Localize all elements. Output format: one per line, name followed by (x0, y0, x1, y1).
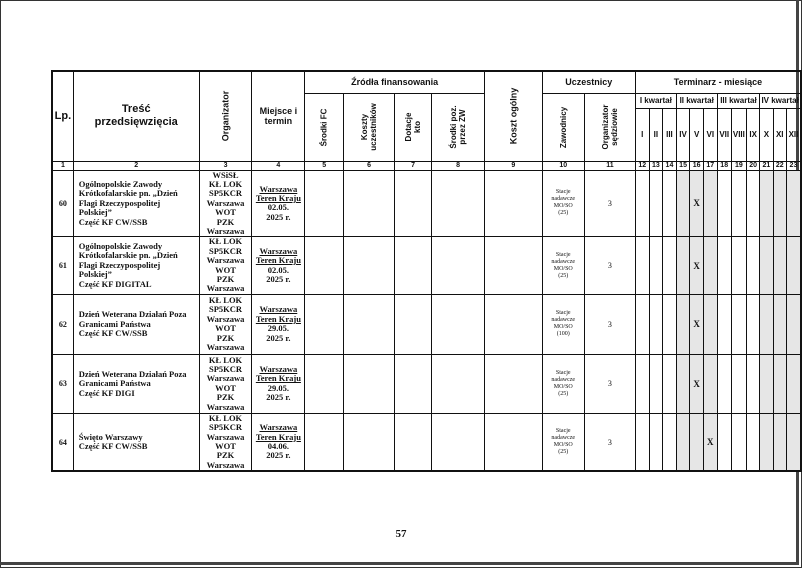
row-miejsce-line: Warszawa (259, 304, 298, 315)
row-month-cell (717, 413, 731, 471)
row-month-cell (703, 354, 717, 413)
row-zawodnicy-line: MO/SO (553, 203, 573, 210)
row-empty-cell (344, 413, 395, 471)
row-miejsce (252, 237, 305, 294)
row-empty-cell (305, 294, 344, 354)
row-tresc-line: Część KF CW/SSB (78, 216, 148, 227)
row-organizator-line: KŁ LOK (208, 354, 243, 365)
row-miejsce-line: Warszawa (259, 245, 298, 256)
row-month-cell (717, 354, 731, 413)
row-month-cell (746, 354, 759, 413)
column-number: 19 (731, 161, 746, 170)
row-organizator-line: Warszawa (206, 197, 245, 208)
row-month-cell (773, 294, 786, 354)
row-tresc-line: Flagi Rzeczypospolitej (78, 197, 161, 208)
row-empty-cell (305, 170, 344, 237)
row-zawodnicy-line: (25) (558, 272, 569, 279)
row-zawodnicy-line: nadawcze (551, 376, 576, 383)
table-row (52, 170, 801, 237)
row-empty-cell (485, 237, 543, 294)
row-miejsce-line: 2025 r. (266, 332, 291, 343)
month-header: IV (676, 108, 690, 161)
row-month-cell (786, 413, 801, 471)
page-number: 57 (395, 528, 407, 540)
column-number: 20 (746, 161, 759, 170)
row-month-cell (635, 413, 649, 471)
row-empty-cell (485, 354, 543, 413)
row-zawodnicy-line: (25) (558, 449, 569, 456)
row-sedziowie: 3 (584, 354, 635, 413)
col-koszt-header (485, 71, 543, 161)
month-header: XI (773, 108, 786, 161)
row-month-mark: X (703, 413, 717, 471)
row-organizator-line: Warszawa (206, 225, 245, 236)
row-tresc-line: Część KF CW/SSB (78, 328, 148, 339)
month-header: VI (703, 108, 717, 161)
row-empty-cell (485, 413, 543, 471)
row-month-cell (663, 354, 677, 413)
row-zawodnicy (542, 170, 584, 237)
row-empty-cell (395, 237, 432, 294)
row-miejsce-line: Teren Kraju (255, 373, 301, 384)
tresc-header-text: Treść przedsięwzięcia (94, 103, 178, 129)
row-organizator-line: PZK (216, 392, 235, 403)
row-zawodnicy (542, 294, 584, 354)
row-month-cell (746, 237, 759, 294)
month-header: IX (746, 108, 759, 161)
row-tresc-line: Polskiej” (78, 269, 112, 280)
row-month-cell (676, 294, 690, 354)
row-tresc-line: Granicami Państwa (78, 318, 151, 329)
row-tresc-line: Ogólnopolskie Zawody (78, 178, 163, 189)
row-empty-cell (395, 294, 432, 354)
row-month-cell (731, 170, 746, 237)
row-sedziowie: 3 (584, 413, 635, 471)
row-month-cell (746, 294, 759, 354)
row-month-cell (760, 354, 773, 413)
row-miejsce-line: 2025 r. (266, 273, 291, 284)
row-organizator (199, 354, 252, 413)
row-miejsce-line: 29.05. (267, 323, 289, 334)
row-month-cell (746, 170, 759, 237)
month-header: I (635, 108, 649, 161)
row-organizator (199, 294, 252, 354)
row-zawodnicy-line: Stacje (555, 428, 571, 435)
row-empty-cell (432, 354, 485, 413)
row-month-mark: X (690, 354, 704, 413)
row-miejsce-line: 02.05. (267, 202, 289, 213)
row-tresc-line: Ogólnopolskie Zawody (78, 240, 163, 251)
quarter-2-header: II kwartał (676, 93, 717, 108)
row-organizator-line: Warszawa (206, 373, 245, 384)
row-month-cell (649, 170, 663, 237)
col-srodki-zw-header (432, 93, 485, 161)
row-month-cell (676, 354, 690, 413)
row-zawodnicy-line: nadawcze (551, 196, 576, 203)
month-header: III (663, 108, 677, 161)
row-month-cell (773, 237, 786, 294)
row-zawodnicy-line: nadawcze (551, 317, 576, 324)
row-month-cell (635, 237, 649, 294)
row-tresc (73, 170, 199, 237)
row-miejsce-line: 02.05. (267, 264, 289, 275)
column-number: 10 (542, 161, 584, 170)
row-empty-cell (485, 294, 543, 354)
row-zawodnicy-line: (25) (558, 210, 569, 217)
column-number: 9 (485, 161, 543, 170)
quarter-3-header: III kwartał (717, 93, 760, 108)
row-zawodnicy-line: Stacje (555, 369, 571, 376)
row-lp: 62 (52, 294, 73, 354)
koszt-header-text: Koszt ogólny (508, 88, 519, 145)
row-month-cell (663, 413, 677, 471)
column-number: 15 (676, 161, 690, 170)
row-tresc-line: Krótkofalarskie pn. „Dzień (78, 188, 178, 199)
row-month-cell (649, 237, 663, 294)
row-organizator-line: SP5KCR (209, 188, 243, 199)
row-empty-cell (305, 354, 344, 413)
row-month-cell (703, 170, 717, 237)
row-miejsce-line: 2025 r. (266, 450, 291, 461)
column-number: 11 (584, 161, 635, 170)
row-month-cell (731, 237, 746, 294)
row-month-cell (773, 354, 786, 413)
row-organizator-line: Warszawa (206, 283, 245, 294)
zrodla-header: Źródła finansowania (305, 71, 485, 93)
row-month-cell (649, 413, 663, 471)
uczestnicy-header: Uczestnicy (542, 71, 635, 93)
row-organizator-line: WOT (215, 207, 236, 218)
row-tresc-line: Polskiej” (78, 207, 112, 218)
row-organizator-line: SP5KCR (209, 304, 243, 315)
row-zawodnicy-line: nadawcze (551, 435, 576, 442)
row-month-cell (786, 237, 801, 294)
row-tresc-line: Dzień Weterana Działań Poza (78, 368, 187, 379)
row-empty-cell (395, 170, 432, 237)
row-month-cell (717, 170, 731, 237)
row-organizator-line: WSiSŁ (212, 170, 239, 180)
row-organizator-line: SP5KCR (209, 245, 243, 256)
row-organizator (199, 413, 252, 471)
row-tresc (73, 237, 199, 294)
column-number: 1 (52, 161, 73, 170)
quarter-1-header: I kwartał (635, 93, 676, 108)
row-organizator-line: WOT (215, 441, 236, 452)
row-tresc-line: Część KF DIGI (78, 387, 135, 398)
row-sedziowie: 3 (584, 170, 635, 237)
row-month-cell (663, 237, 677, 294)
row-month-cell (760, 294, 773, 354)
row-month-cell (760, 237, 773, 294)
row-zawodnicy (542, 413, 584, 471)
row-zawodnicy-line: MO/SO (553, 324, 573, 331)
header-row-1 (52, 71, 801, 93)
row-tresc-line: Część KF CW/SSB (78, 441, 148, 452)
row-organizator-line: Warszawa (206, 342, 245, 353)
row-month-cell (703, 294, 717, 354)
row-organizator-line: PZK (216, 273, 235, 284)
koszty-text: Koszty uczestników (360, 103, 379, 151)
row-zawodnicy-line: Stacje (555, 251, 571, 258)
row-lp: 61 (52, 237, 73, 294)
row-month-cell (731, 354, 746, 413)
row-organizator-line: Warszawa (206, 431, 245, 442)
row-empty-cell (395, 354, 432, 413)
row-tresc-line: Flagi Rzeczypospolitej (78, 259, 161, 270)
row-lp: 63 (52, 354, 73, 413)
row-month-cell (731, 413, 746, 471)
row-month-cell (786, 294, 801, 354)
row-empty-cell (432, 237, 485, 294)
quarter-4-header: IV kwartał (760, 93, 801, 108)
row-miejsce (252, 294, 305, 354)
row-sedziowie: 3 (584, 237, 635, 294)
row-month-cell (635, 170, 649, 237)
row-month-cell (649, 354, 663, 413)
row-month-cell (717, 237, 731, 294)
column-number: 8 (432, 161, 485, 170)
row-empty-cell (344, 354, 395, 413)
row-miejsce (252, 354, 305, 413)
column-number: 18 (717, 161, 731, 170)
row-organizator-line: WOT (215, 264, 236, 275)
col-miejsce-header (252, 71, 305, 161)
row-miejsce-line: 04.06. (267, 441, 289, 452)
organizator-header-text: Organizator (220, 90, 231, 142)
row-miejsce-line: Warszawa (259, 183, 298, 194)
sedziowie-text: Organizator sędziowie (600, 104, 619, 150)
row-month-cell (690, 413, 704, 471)
row-empty-cell (395, 413, 432, 471)
row-zawodnicy-line: (100) (556, 331, 570, 338)
month-header: II (649, 108, 663, 161)
row-organizator-line: PZK (216, 450, 235, 461)
srodki-fc-text: Środki FC (319, 108, 329, 146)
column-number: 22 (773, 161, 786, 170)
column-number: 16 (690, 161, 704, 170)
row-organizator-line: Warszawa (206, 401, 245, 412)
row-empty-cell (432, 413, 485, 471)
row-zawodnicy-line: nadawcze (551, 258, 576, 265)
row-miejsce-line: Teren Kraju (255, 193, 301, 204)
row-miejsce-line: 2025 r. (266, 392, 291, 403)
month-header: VIII (731, 108, 746, 161)
row-tresc-line: Dzień Weterana Działań Poza (78, 309, 187, 320)
row-organizator-line: PZK (216, 216, 235, 227)
table-row (52, 413, 801, 471)
row-miejsce-line: Teren Kraju (255, 313, 301, 324)
row-zawodnicy (542, 354, 584, 413)
row-sedziowie: 3 (584, 294, 635, 354)
col-tresc-header (73, 71, 199, 161)
row-month-cell (635, 354, 649, 413)
row-organizator-line: WOT (215, 323, 236, 334)
month-header: VII (717, 108, 731, 161)
column-number: 7 (395, 161, 432, 170)
col-zawodnicy-header (542, 93, 584, 161)
srodki-zw-text: Środki poz. przez ZW (449, 105, 468, 149)
column-number: 23 (786, 161, 801, 170)
row-month-cell (635, 294, 649, 354)
row-miejsce-line: 29.05. (267, 382, 289, 393)
table-row (52, 354, 801, 413)
column-number-row (52, 161, 801, 170)
row-miejsce-line: Teren Kraju (255, 431, 301, 442)
column-number: 3 (199, 161, 252, 170)
row-empty-cell (305, 413, 344, 471)
row-tresc-line: Granicami Państwa (78, 378, 151, 389)
row-zawodnicy-line: MO/SO (553, 265, 573, 272)
row-organizator-line: KŁ LOK (208, 236, 243, 247)
row-organizator-line: SP5KCR (209, 422, 243, 433)
row-tresc-line: Święto Warszawy (78, 431, 143, 442)
zawodnicy-text: Zawodnicy (558, 106, 568, 148)
row-zawodnicy-line: Stacje (555, 189, 571, 196)
month-header: XII (786, 108, 801, 161)
row-empty-cell (344, 294, 395, 354)
col-srodki-fc-header (305, 93, 344, 161)
row-month-cell (760, 170, 773, 237)
row-month-cell (663, 294, 677, 354)
row-month-mark: X (690, 170, 704, 237)
schedule-table (51, 70, 802, 472)
miejsce-header-text: Miejsce i termin (259, 106, 298, 127)
row-month-cell (773, 413, 786, 471)
row-lp: 64 (52, 413, 73, 471)
row-empty-cell (344, 170, 395, 237)
col-koszty-header (344, 93, 395, 161)
terminarz-header: Terminarz - miesiące (635, 71, 801, 93)
row-organizator-line: Warszawa (206, 459, 245, 470)
column-number: 6 (344, 161, 395, 170)
row-organizator (199, 237, 252, 294)
row-month-cell (676, 170, 690, 237)
column-number: 21 (760, 161, 773, 170)
row-organizator-line: KŁ LOK (208, 295, 243, 306)
column-number: 5 (305, 161, 344, 170)
row-zawodnicy-line: MO/SO (553, 383, 573, 390)
col-organizator-header (199, 71, 252, 161)
row-empty-cell (432, 294, 485, 354)
column-number: 4 (252, 161, 305, 170)
row-tresc (73, 413, 199, 471)
row-organizator-line: WOT (215, 382, 236, 393)
row-organizator-line: PZK (216, 332, 235, 343)
col-sedziowie-header (584, 93, 635, 161)
row-empty-cell (305, 237, 344, 294)
table-row (52, 237, 801, 294)
row-month-cell (676, 237, 690, 294)
row-month-cell (717, 294, 731, 354)
row-month-cell (649, 294, 663, 354)
row-organizator (199, 170, 252, 237)
row-tresc-line: Część KF DIGITAL (78, 278, 152, 289)
col-dotacje-header (395, 93, 432, 161)
row-miejsce-line: Warszawa (259, 363, 298, 374)
row-organizator-line: Warszawa (206, 255, 245, 266)
column-number: 14 (663, 161, 677, 170)
row-zawodnicy-line: Stacje (555, 310, 571, 317)
month-header: X (760, 108, 773, 161)
column-number: 17 (703, 161, 717, 170)
row-month-mark: X (690, 294, 704, 354)
row-miejsce-line: Teren Kraju (255, 255, 301, 266)
row-empty-cell (485, 170, 543, 237)
row-organizator-line: Warszawa (206, 313, 245, 324)
table-row (52, 294, 801, 354)
row-tresc (73, 294, 199, 354)
row-zawodnicy-line: MO/SO (553, 442, 573, 449)
column-number: 2 (73, 161, 199, 170)
row-zawodnicy (542, 237, 584, 294)
col-lp-header: Lp. (52, 71, 73, 161)
row-organizator-line: KŁ LOK (208, 413, 243, 423)
column-number: 13 (649, 161, 663, 170)
row-month-cell (786, 354, 801, 413)
row-tresc (73, 354, 199, 413)
row-lp: 60 (52, 170, 73, 237)
row-month-cell (746, 413, 759, 471)
row-miejsce (252, 413, 305, 471)
row-month-cell (731, 294, 746, 354)
row-month-cell (773, 170, 786, 237)
row-zawodnicy-line: (25) (558, 390, 569, 397)
row-empty-cell (344, 237, 395, 294)
row-month-cell (663, 170, 677, 237)
row-miejsce (252, 170, 305, 237)
row-organizator-line: KŁ LOK (208, 178, 243, 189)
dotacje-text: Dotacje kto (404, 112, 423, 142)
row-miejsce-line: Warszawa (259, 422, 298, 433)
row-month-cell (760, 413, 773, 471)
column-number: 12 (635, 161, 649, 170)
row-month-cell (703, 237, 717, 294)
month-header: V (690, 108, 704, 161)
row-tresc-line: Krótkofalarskie pn. „Dzień (78, 250, 178, 261)
row-month-cell (676, 413, 690, 471)
row-empty-cell (432, 170, 485, 237)
row-month-cell (786, 170, 801, 237)
row-month-mark: X (690, 237, 704, 294)
row-miejsce-line: 2025 r. (266, 211, 291, 222)
row-organizator-line: SP5KCR (209, 363, 243, 374)
